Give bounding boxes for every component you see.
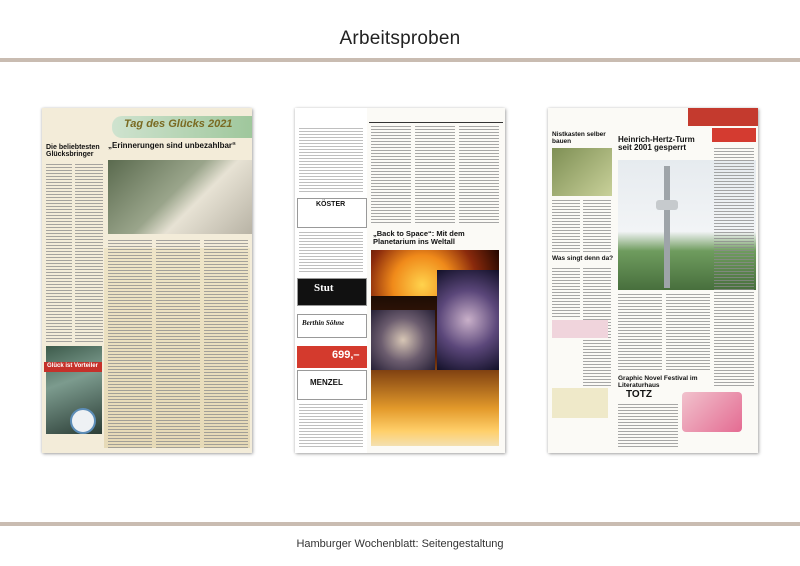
page2-ad-lines-3 — [299, 404, 363, 448]
page2-galaxy-photo — [437, 270, 499, 370]
page2-ad-1-text: KÖSTER — [316, 201, 346, 208]
newspaper-page-3 — [548, 108, 758, 453]
page1-banner-text: Tag des Glücks 2021 — [124, 118, 233, 130]
page3-ad-totz: TOTZ — [626, 389, 652, 400]
page2-ad-5-text: MENZEL — [310, 378, 343, 387]
top-divider — [0, 58, 800, 62]
page-caption: Hamburger Wochenblatt: Seitengestaltung — [296, 538, 504, 550]
page2-top-rule — [369, 122, 503, 123]
page3-text-left-2 — [583, 200, 611, 254]
page1-main-headline: „Erinnerungen sind unbezahlbar“ — [108, 141, 237, 150]
page2-ad-2 — [297, 278, 367, 306]
page2-text-col3 — [459, 126, 499, 224]
page1-side-headline: Die beliebtesten Glücksbringer — [46, 144, 100, 159]
page3-side-headline: Nistkasten selber bauen — [552, 131, 606, 145]
page3-ad-1 — [552, 320, 608, 338]
page3-text-bottom — [618, 404, 678, 448]
page2-ad-lines — [299, 128, 363, 192]
page2-ad-5 — [297, 370, 367, 400]
page2-ad-3-text: Berthin Söhne — [302, 319, 345, 327]
page2-ad-price: 699,– — [332, 349, 360, 361]
page1-text-col1 — [46, 164, 72, 344]
page2-text-col2 — [415, 126, 455, 224]
page3-text-left-3 — [552, 268, 580, 318]
page3-ad-2 — [552, 388, 608, 418]
page3-red-band — [688, 108, 758, 126]
page3-red-side — [712, 128, 756, 142]
page1-box-title: Glück ist Vorteiler — [47, 363, 98, 369]
page1-happiness-badge — [70, 408, 96, 434]
page2-nebula-photo — [371, 310, 435, 370]
newspaper-page-1 — [42, 108, 252, 453]
page2-ad-lines-2 — [299, 232, 363, 272]
page1-text-col3 — [108, 240, 152, 448]
page1-photo — [108, 160, 252, 234]
page3-text-right — [714, 148, 754, 388]
page2-main-headline: „Back to Space“: Mit dem Planetarium ins Weltall — [373, 229, 465, 246]
newspaper-page-2 — [295, 108, 505, 453]
page2-ad-3 — [297, 314, 367, 338]
page2-ad-1 — [297, 198, 367, 228]
page3-tower-shaft — [664, 166, 670, 288]
page3-text-mid-2 — [666, 294, 710, 372]
page3-festival-poster — [682, 392, 742, 432]
page2-ad-2-text: Stut — [314, 282, 334, 294]
bottom-divider — [0, 522, 800, 526]
page1-text-col2 — [75, 164, 103, 344]
page3-text-mid — [618, 294, 662, 372]
page3-main-headline: Heinrich-Hertz-Turm seit 2001 gesperrt — [618, 135, 695, 153]
page3-tower-head — [656, 200, 678, 210]
page1-text-col5 — [204, 240, 248, 448]
page2-ad-4 — [297, 346, 367, 368]
page-title: Arbeitsproben — [339, 28, 461, 49]
page3-bottom-headline: Graphic Novel Festival im Literaturhaus — [618, 375, 698, 389]
page2-text-col1 — [371, 126, 411, 224]
page3-text-left — [552, 200, 580, 254]
page1-text-col4 — [156, 240, 200, 448]
page3-left-photo — [552, 148, 612, 196]
page3-side-headline-2: Was singt denn da? — [552, 255, 614, 262]
